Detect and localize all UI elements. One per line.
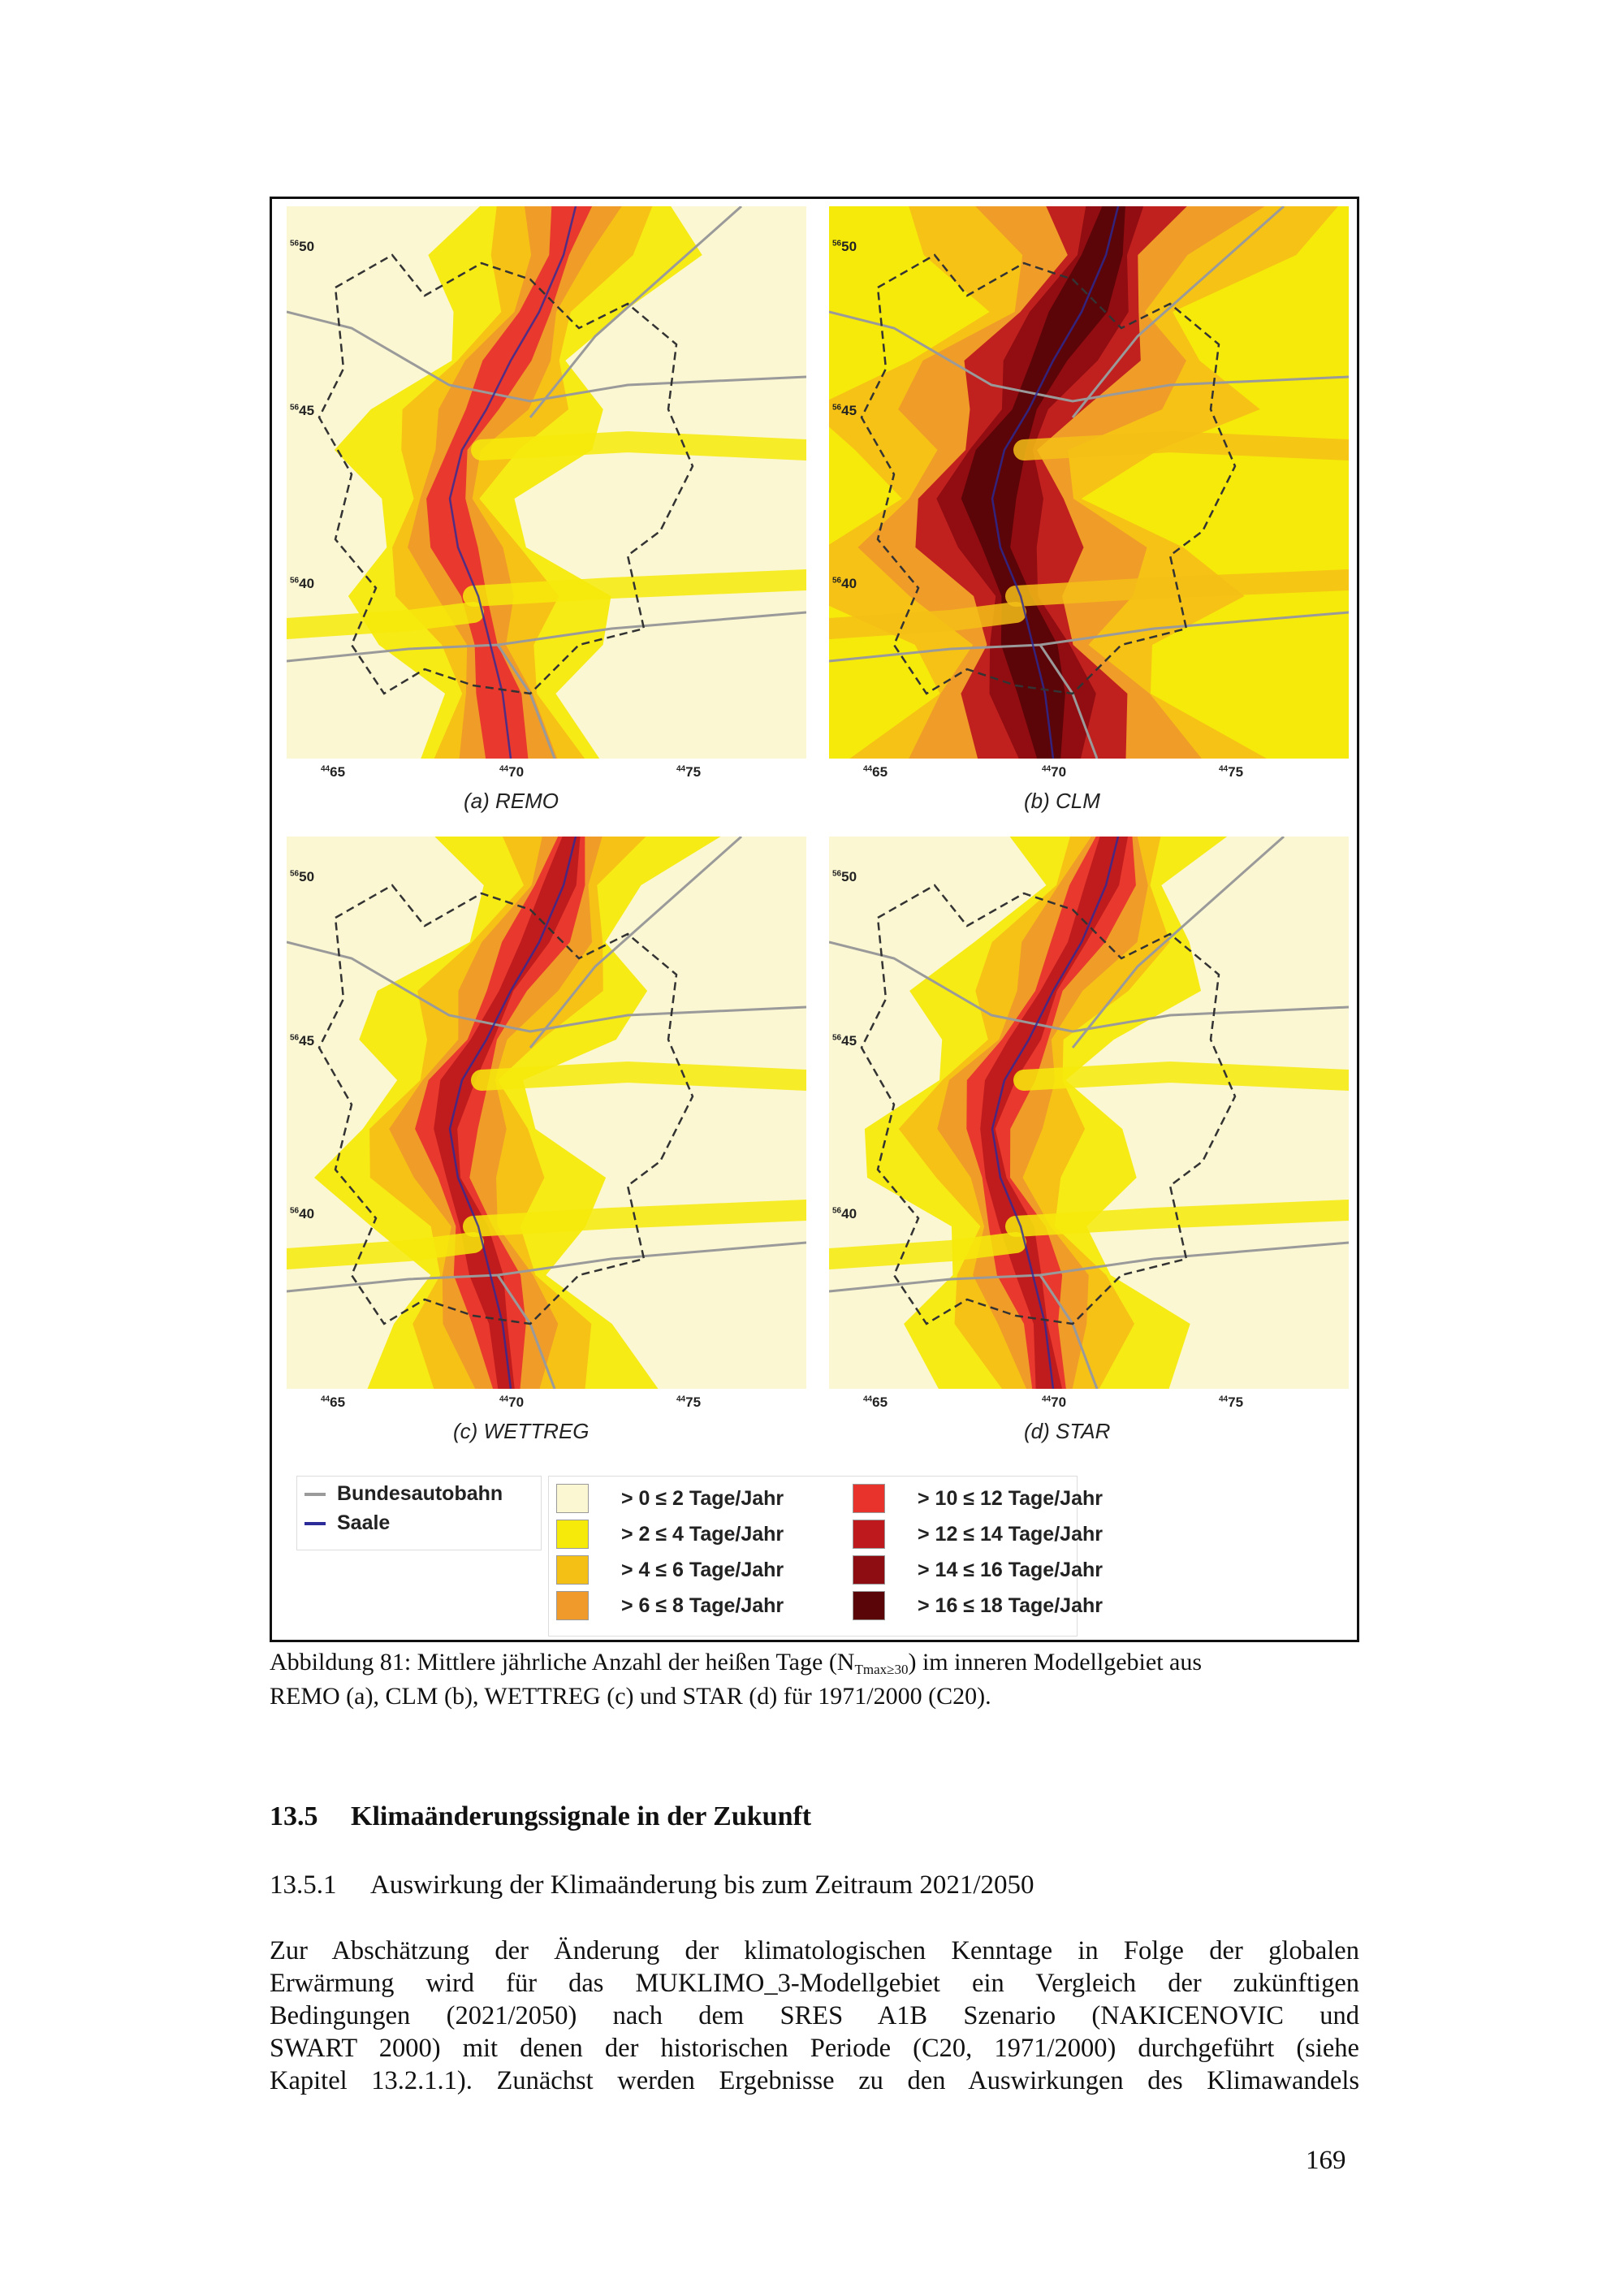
map-remo [287, 206, 806, 759]
x-tick-75: $^{44}$75 [676, 764, 702, 780]
paragraph-line: Bedingungen (2021/2050) nach dem SRES A1B Szenario (NAKICENOVIC und [270, 2001, 1359, 2030]
y-tick-50: $^{56}$50 [290, 239, 315, 254]
map-clm [829, 206, 1349, 759]
subsection-heading: 13.5.1 Auswirkung der Klimaänderung bis zum Zeitraum 2021/2050 [270, 1870, 1034, 1900]
side-valley [482, 442, 806, 450]
y-tick-50: $^{56}$50 [832, 239, 857, 254]
legend-motorway: Bundesautobahn [304, 1482, 503, 1506]
y-tick-40: $^{56}$40 [290, 576, 315, 591]
legend-river: Saale [304, 1511, 390, 1535]
figure-caption: Abbildung 81: Mittlere jährliche Anzahl der heißen Tage $(N_{Tmax\ge 30})$ im inneren Modellgebiet aus REMO (a), CLM (b), WETTREG (c) und STAR (d) für 1971/2000 (C20). [270, 1649, 1203, 1710]
legend-class-2: > 2 ≤ 4 Tage/Jahr [556, 1518, 784, 1550]
y-tick-45: $^{56}$45 [290, 403, 315, 418]
body-paragraph [270, 1935, 1359, 2097]
side-valley [482, 1072, 806, 1080]
swatch [556, 1484, 589, 1513]
map-star [829, 837, 1349, 1389]
paragraph-line: Erwärmung wird für das MUKLIMO_3-Modellgebiet ein Vergleich der zukünftigen [270, 1969, 1359, 1998]
panel-label-c: (c) WETTREG [453, 1419, 590, 1443]
paragraph-line: Zur Abschätzung der Änderung der klimatologischen Kenntage in Folge der globalen [270, 1936, 1359, 1965]
map-svg-a [287, 206, 806, 759]
swatch [556, 1520, 589, 1549]
legend-class-4: > 6 ≤ 8 Tage/Jahr [556, 1589, 784, 1622]
side-valley [1024, 1072, 1349, 1080]
x-tick-75: $^{44}$75 [1219, 1394, 1244, 1410]
panel-b [821, 202, 1357, 819]
panel-a [279, 202, 814, 819]
x-tick-70: $^{44}$70 [1042, 1394, 1067, 1410]
legend-class-1: > 0 ≤ 2 Tage/Jahr [556, 1482, 784, 1515]
panel-label-a: (a) REMO [464, 789, 559, 813]
x-tick-75: $^{44}$75 [676, 1394, 702, 1410]
panel-label-d: (d) STAR [1024, 1419, 1111, 1443]
motorway-line-icon [304, 1493, 326, 1496]
map-wettreg [287, 837, 806, 1389]
legend-class-6: > 12 ≤ 14 Tage/Jahr [853, 1518, 1103, 1550]
y-tick-45: $^{56}$45 [290, 1033, 315, 1049]
swatch [853, 1555, 885, 1585]
paragraph-line: Kapitel 13.2.1.1). Zunächst werden Ergebnisse zu den Auswirkungen des Klimawandels [270, 2066, 1359, 2095]
x-tick-65: $^{44}$65 [863, 1394, 888, 1410]
x-tick-75: $^{44}$75 [1219, 764, 1244, 780]
y-tick-45: $^{56}$45 [832, 1033, 857, 1049]
swatch [853, 1520, 885, 1549]
paragraph-line: SWART 2000) mit denen der historischen Periode (C20, 1971/2000) durchgeführt (siehe [270, 2034, 1359, 2063]
x-tick-70: $^{44}$70 [499, 1394, 525, 1410]
x-tick-65: $^{44}$65 [321, 764, 346, 780]
swatch [556, 1591, 589, 1620]
swatch [556, 1555, 589, 1585]
swatch [853, 1591, 885, 1620]
map-svg-b [829, 206, 1349, 759]
legend-class-8: > 16 ≤ 18 Tage/Jahr [853, 1589, 1103, 1622]
x-tick-65: $^{44}$65 [321, 1394, 346, 1410]
y-tick-50: $^{56}$50 [290, 869, 315, 884]
y-tick-40: $^{56}$40 [290, 1206, 315, 1222]
side-valley [1024, 442, 1349, 450]
map-svg-c [287, 837, 806, 1389]
legend-class-5: > 10 ≤ 12 Tage/Jahr [853, 1482, 1103, 1515]
y-tick-40: $^{56}$40 [832, 576, 857, 591]
x-tick-70: $^{44}$70 [499, 764, 525, 780]
legend-class-7: > 14 ≤ 16 Tage/Jahr [853, 1554, 1103, 1586]
section-heading: 13.5 Klimaänderungssignale in der Zukunft [270, 1801, 812, 1831]
legend-class-3: > 4 ≤ 6 Tage/Jahr [556, 1554, 784, 1586]
panel-d [821, 832, 1357, 1450]
x-tick-70: $^{44}$70 [1042, 764, 1067, 780]
legend [296, 1476, 1344, 1638]
swatch [853, 1484, 885, 1513]
river-line-icon [304, 1522, 326, 1525]
panel-label-b: (b) CLM [1024, 789, 1100, 813]
page-number: 169 [1306, 2146, 1346, 2175]
figure-frame [270, 197, 1359, 1642]
y-tick-45: $^{56}$45 [832, 403, 857, 418]
map-svg-d [829, 837, 1349, 1389]
panel-c [279, 832, 814, 1450]
y-tick-40: $^{56}$40 [832, 1206, 857, 1222]
y-tick-50: $^{56}$50 [832, 869, 857, 884]
x-tick-65: $^{44}$65 [863, 764, 888, 780]
